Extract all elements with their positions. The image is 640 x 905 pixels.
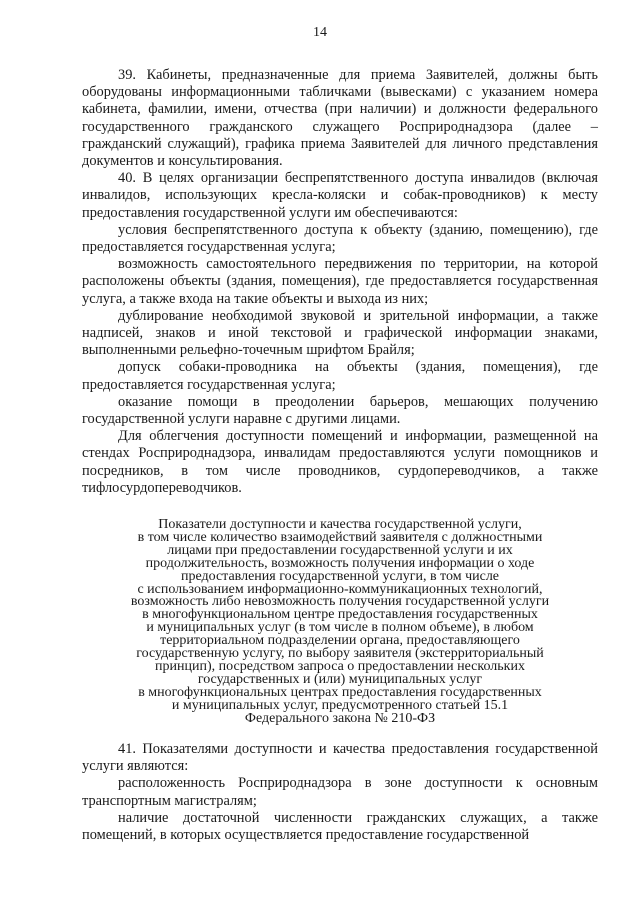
list-item: наличие достаточной численности гражданских служащих, а также помещений, в которых осуществляется предоставление государственной — [82, 809, 598, 844]
list-item: дублирование необходимой звуковой и зрительной информации, а также надписей, знаков и иной текстовой и графической информации знаками, выполненными рельефно-точечным шрифтом Брайля; — [82, 307, 598, 359]
heading-line: Показатели доступности и качества государственной услуги, — [158, 517, 522, 532]
heading-line: и муниципальных услуг, предусмотренного статьей 15.1 — [171, 697, 509, 713]
heading-line: территориальном подразделении органа, предоставляющего — [160, 633, 520, 649]
heading-line: государственную услугу, по выбору заявителя (экстерриториальный — [136, 646, 544, 662]
heading-line: в многофункциональном центре предоставления государственных — [142, 607, 538, 623]
section-heading — [112, 519, 568, 726]
heading-line: в том числе количество взаимодействий заявителя с должностными — [137, 529, 543, 545]
heading-line: лицами при предоставлении государственной услуги и их — [167, 542, 513, 558]
paragraph-39: 39. Кабинеты, предназначенные для приема Заявителей, должны быть оборудованы информационными табличками (вывесками) с указанием номера кабинета, фамилии, имени, отчества (при наличии) и должности федерального государственного гражданского служащего Росприроднадзора (далее – гражданский служащий), графика приема Заявителей для личного представления документов и консультирования. — [82, 67, 598, 170]
list-item: условия беспрепятственного доступа к объекту (зданию, помещению), где предоставляется государственная услуга; — [82, 221, 598, 256]
heading-line: предоставления государственной услуги, в том числе — [180, 568, 500, 584]
heading-line: в многофункциональных центрах предоставления государственных — [138, 684, 542, 700]
body-text-bottom — [82, 741, 598, 844]
list-item: расположенность Росприроднадзора в зоне доступности к основным транспортным магистралям; — [82, 775, 598, 809]
heading-line: государственных и (или) муниципальных услуг — [197, 671, 483, 687]
heading-line: принцип), посредством запроса о предоставлении нескольких — [155, 658, 525, 674]
paragraph-40: 40. В целях организации беспрепятственного доступа инвалидов (включая инвалидов, использующих кресла-коляски и собак-проводников) к месту предоставления государственной услуги им обеспечиваются: — [82, 170, 598, 221]
body-text-top — [82, 67, 598, 497]
page-number: 14 — [313, 25, 327, 40]
list-item: оказание помощи в преодолении барьеров, мешающих получению государственной услуги наравне с другими лицами. — [82, 393, 598, 428]
paragraph-41: 41. Показателями доступности и качества предоставления государственной услуги являются: — [82, 741, 598, 775]
list-item: допуск собаки-проводника на объекты (здания, помещения), где предоставляется государственная услуга; — [82, 359, 598, 393]
heading-line: возможность либо невозможность получения государственной услуги — [130, 594, 550, 610]
heading-line: и муниципальных услуг (в том числе в полном объеме), в любом — [146, 620, 534, 636]
heading-line: с использованием информационно-коммуникационных технологий, — [137, 581, 543, 597]
heading-line: продолжительность, возможность получения информации о ходе — [145, 555, 535, 571]
heading-line: Федерального закона № 210-ФЗ — [244, 710, 436, 726]
paragraph-assistance: Для облегчения доступности помещений и информации, размещенной на стендах Росприроднадзора, инвалидам предоставляются услуги помощников и посредников, в том числе проводников, сурдопереводчиков, а также тифлосурдопереводчиков. — [82, 428, 598, 496]
list-item: возможность самостоятельного передвижения по территории, на которой расположены объекты (здания, помещения), где предоставляется государственная услуга, а также входа на такие объекты и выхода из них; — [82, 256, 598, 307]
